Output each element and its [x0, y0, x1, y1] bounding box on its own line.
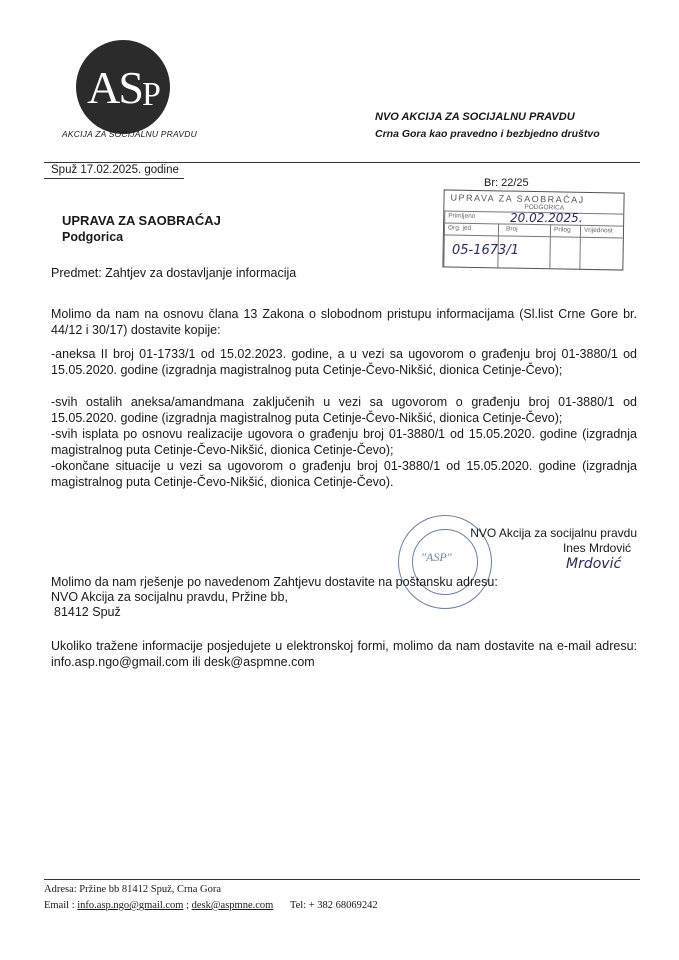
request-item: -okončane situacije u vezi sa ugovorom o građenju broj 01-3880/1 od 15.05.2020. godine (izgradnja magistralnog puta Cetinje-Čevo-Nikšić, dionica Cetinje-Čevo). — [51, 459, 637, 489]
postal-address-line: NVO Akcija za socijalnu pravdu, Pržine bb, — [51, 590, 288, 604]
header-rule-top — [44, 162, 640, 163]
intro-paragraph: Molimo da nam na osnovu člana 13 Zakona o slobodnom pristupu informacijama (Sl.list Crne Gore br. 44/12 i 30/17) dostavite kopije: — [51, 307, 637, 337]
email-note: Ukoliko tražene informacije posjedujete u elektronskoj formi, molimo da nam dostavite na e-mail adresu: info.asp.ngo@gmail.com ili desk@aspmne.com — [51, 639, 637, 669]
org-motto: Crna Gora kao pravedno i bezbjedno društvo — [375, 128, 600, 140]
stamp-attach-label: Prilog — [553, 226, 571, 234]
stamp-value-label: Vrijednost — [583, 226, 613, 235]
stamp-title: UPRAVA ZA SAOBRAĆAJ — [450, 192, 585, 205]
footer-address-label: Adresa: — [44, 884, 77, 895]
stamp-number-handwritten: 05-1673/1 — [452, 243, 519, 258]
request-item: -svih ostalih aneksa/amandmana zaključenih u vezi sa ugovorom o građenju broj 01-3880/1 od 15.05.2020. godine (izgradnja magistralnog puta Cetinje-Čevo-Nikšić, dionica Cetinje-Čevo); — [51, 395, 637, 425]
footer-phone: Tel: + 382 68069242 — [289, 900, 378, 911]
seal-text: "ASP" — [421, 550, 452, 564]
signature-block — [451, 526, 637, 556]
logo-monogram-small: P — [141, 76, 159, 113]
postal-zip-line: 81412 Spuž — [54, 605, 121, 619]
place-date: Spuž 17.02.2025. godine — [51, 164, 179, 176]
postal-request — [51, 575, 637, 620]
postal-request-line: Molimo da nam rješenje po navedenom Zahtjevu dostavite na poštansku adresu: — [51, 575, 498, 589]
request-item: -aneksa II broj 01-1733/1 od 15.02.2023. godine, a u vezi sa ugovorom o građenju broj 01-3880/1 od 15.05.2020. godine (izgradnja magistralnog puta Cetinje-Čevo-Nikšić, dionica Cetinje-Čevo); — [51, 347, 637, 377]
org-name: NVO AKCIJA ZA SOCIJALNU PRAVDU — [375, 111, 575, 123]
handwritten-signature: Mrdović — [566, 556, 622, 572]
logo-monogram-big: AS — [87, 61, 142, 113]
subject-line: Predmet: Zahtjev za dostavljanje informacija — [51, 266, 297, 280]
header-rule-bottom — [44, 178, 184, 179]
footer-address — [44, 884, 604, 895]
signature-name: Ines Mrdović — [562, 541, 631, 555]
footer-email-separator: ; — [186, 900, 189, 911]
footer-address-value: Pržine bb 81412 Spuž, Crna Gora — [79, 884, 222, 895]
stamp-number-label: Broj — [505, 225, 518, 233]
footer-rule — [44, 879, 640, 880]
recipient-city: Podgorica — [62, 230, 124, 244]
footer-email-link-2[interactable]: desk@aspmne.com — [191, 900, 274, 911]
stamp-subtitle: PODGORICA — [524, 203, 565, 212]
stamp-org-label: Org. jed. — [447, 224, 474, 232]
logo-caption: AKCIJA ZA SOCIJALNU PRAVDU — [62, 129, 197, 139]
recipient-name: UPRAVA ZA SAOBRAĆAJ — [62, 213, 221, 228]
request-item: -svih isplata po osnovu realizacije ugovora o građenju broj 01-3880/1 od 15.05.2020. godine (izgradnja magistralnog puta Cetinje-Čevo-Nikšić, dionica Cetinje-Čevo); — [51, 427, 637, 457]
logo-monogram — [76, 40, 170, 134]
footer-contact — [44, 900, 604, 911]
reference-number: Br: 22/25 — [484, 177, 529, 189]
stamp-received-label: Primljeno — [448, 212, 476, 220]
stamp-date-handwritten: 20.02.2025. — [510, 211, 583, 225]
signature-org: NVO Akcija za socijalnu pravdu — [470, 526, 637, 540]
footer-email-label: Email : — [44, 900, 75, 911]
registry-stamp — [442, 189, 624, 270]
footer-email-link-1[interactable]: info.asp.ngo@gmail.com — [77, 900, 184, 911]
